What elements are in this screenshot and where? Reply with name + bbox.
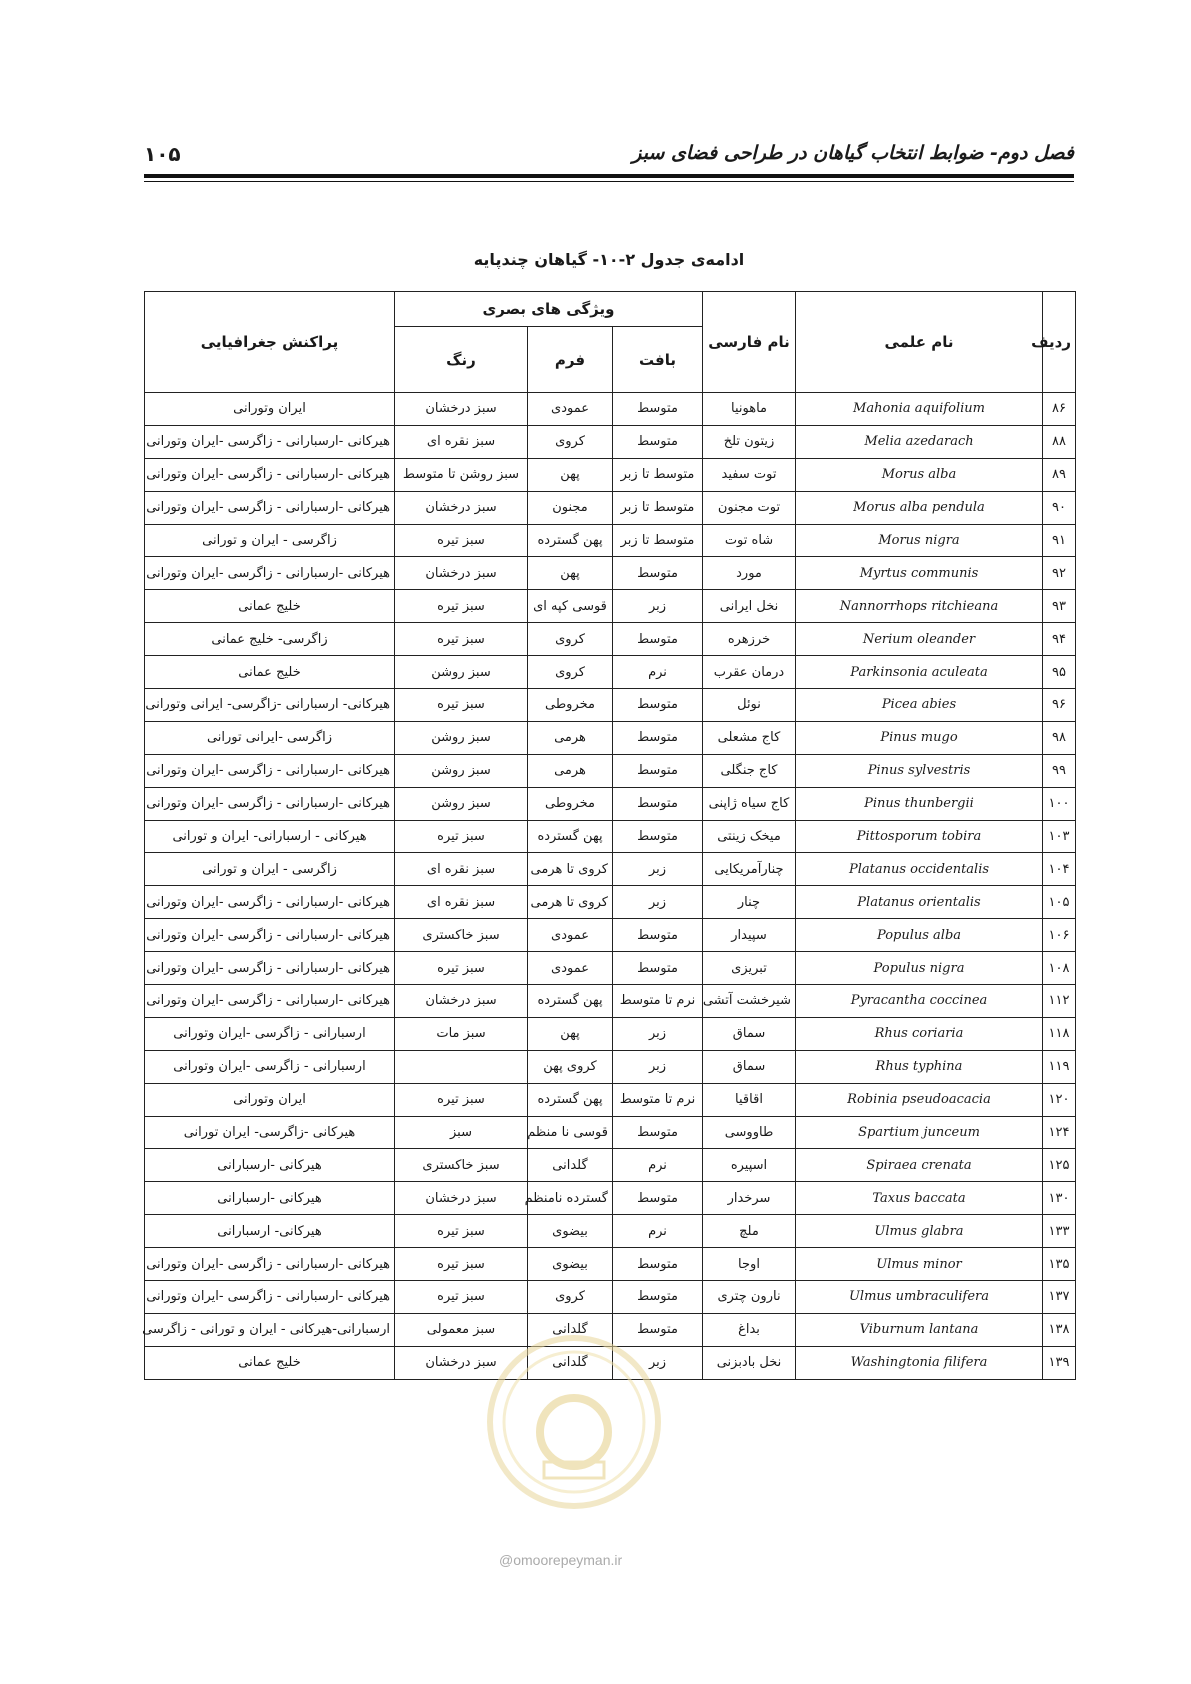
texture-cell: متوسط — [613, 393, 703, 426]
persian-name-cell: چنارآمریکایی — [703, 853, 796, 886]
distribution-cell: زاگرسی- خلیج عمانی — [145, 623, 395, 656]
scientific-name-cell: Spartium junceum — [796, 1116, 1043, 1149]
header-row-no: ردیف — [1043, 292, 1076, 393]
form-cell: کروی پهن — [528, 1050, 613, 1083]
color-cell: سبز روشن تا متوسط — [395, 458, 528, 491]
persian-name-cell: ملچ — [703, 1215, 796, 1248]
page-number: ۱۰۵ — [144, 142, 181, 166]
form-cell: مخروطی — [528, 689, 613, 722]
color-cell: سبز تیره — [395, 590, 528, 623]
form-cell: پهن گسترده — [528, 985, 613, 1018]
header-color: رنگ — [395, 327, 528, 393]
color-cell: سبز — [395, 1116, 528, 1149]
color-cell: سبز روشن — [395, 656, 528, 689]
texture-cell: نرم — [613, 1215, 703, 1248]
form-cell: کروی — [528, 623, 613, 656]
color-cell: سبز معمولی — [395, 1313, 528, 1346]
color-cell: سبز تیره — [395, 623, 528, 656]
table-row — [145, 557, 1076, 590]
row-number-cell: ۸۶ — [1043, 393, 1076, 426]
table-row — [145, 1116, 1076, 1149]
distribution-cell: ارسبارانی - زاگرسی -ایران وتورانی — [145, 1017, 395, 1050]
table-row — [145, 1248, 1076, 1281]
distribution-cell: هیرکانی -ارسبارانی - زاگرسی -ایران وتورانی — [145, 458, 395, 491]
persian-name-cell: نارون چتری — [703, 1281, 796, 1314]
scientific-name-cell: Robinia pseudoacacia — [796, 1083, 1043, 1116]
persian-name-cell: مورد — [703, 557, 796, 590]
texture-cell: متوسط — [613, 919, 703, 952]
distribution-cell: ایران وتورانی — [145, 393, 395, 426]
distribution-cell: هیرکانی -ارسبارانی - زاگرسی -ایران وتورانی — [145, 1248, 395, 1281]
texture-cell: متوسط — [613, 787, 703, 820]
distribution-cell: هیرکانی - ارسبارانی- ایران و تورانی — [145, 820, 395, 853]
distribution-cell: ارسبارانی-هیرکانی - ایران و تورانی - زاگرسی — [145, 1313, 395, 1346]
table-row — [145, 623, 1076, 656]
persian-name-cell: شیرخشت آتشی — [703, 985, 796, 1018]
persian-name-cell: طاووسی — [703, 1116, 796, 1149]
scientific-name-cell: Populus alba — [796, 919, 1043, 952]
distribution-cell: زاگرسی - ایران و تورانی — [145, 524, 395, 557]
color-cell: سبز درخشان — [395, 1346, 528, 1379]
texture-cell: متوسط — [613, 1248, 703, 1281]
distribution-cell: هیرکانی -ارسبارانی - زاگرسی -ایران وتورانی — [145, 491, 395, 524]
form-cell: عمودی — [528, 919, 613, 952]
texture-cell: متوسط — [613, 820, 703, 853]
color-cell: سبز نقره ای — [395, 853, 528, 886]
row-number-cell: ۱۰۴ — [1043, 853, 1076, 886]
row-number-cell: ۱۳۵ — [1043, 1248, 1076, 1281]
publisher-seal-watermark — [484, 1332, 664, 1512]
color-cell: سبز خاکستری — [395, 919, 528, 952]
distribution-cell: هیرکانی -ارسبارانی - زاگرسی -ایران وتورانی — [145, 425, 395, 458]
table-row — [145, 1017, 1076, 1050]
texture-cell: زبر — [613, 1346, 703, 1379]
row-number-cell: ۱۲۵ — [1043, 1149, 1076, 1182]
texture-cell: متوسط — [613, 1313, 703, 1346]
row-number-cell: ۹۲ — [1043, 557, 1076, 590]
persian-name-cell: اسپیره — [703, 1149, 796, 1182]
row-number-cell: ۹۳ — [1043, 590, 1076, 623]
color-cell: سبز روشن — [395, 787, 528, 820]
header-distribution: پراکنش جغرافیایی — [145, 292, 395, 393]
distribution-cell: هیرکانی- ارسبارانی — [145, 1215, 395, 1248]
row-number-cell: ۹۸ — [1043, 721, 1076, 754]
scientific-name-cell: Pinus mugo — [796, 721, 1043, 754]
table-row — [145, 787, 1076, 820]
row-number-cell: ۱۱۸ — [1043, 1017, 1076, 1050]
form-cell: قوسی نا منظم — [528, 1116, 613, 1149]
table-row — [145, 1149, 1076, 1182]
texture-cell: نرم تا متوسط — [613, 1083, 703, 1116]
form-cell: بیضوی — [528, 1248, 613, 1281]
table-row — [145, 919, 1076, 952]
form-cell: کروی — [528, 656, 613, 689]
form-cell: گلدانی — [528, 1149, 613, 1182]
row-number-cell: ۹۴ — [1043, 623, 1076, 656]
texture-cell: زبر — [613, 590, 703, 623]
table-row — [145, 524, 1076, 557]
scientific-name-cell: Rhus coriaria — [796, 1017, 1043, 1050]
distribution-cell: زاگرسی - ایران و تورانی — [145, 853, 395, 886]
website-watermark: @omoorepeyman.ir — [499, 1552, 623, 1568]
header-form: فرم — [528, 327, 613, 393]
color-cell: سبز مات — [395, 1017, 528, 1050]
color-cell: سبز درخشان — [395, 1182, 528, 1215]
form-cell: قوسی کپه ای — [528, 590, 613, 623]
header-texture: بافت — [613, 327, 703, 393]
header-visual-features: ویژگی های بصری — [395, 292, 703, 327]
header-rule-thin — [144, 181, 1074, 182]
texture-cell: متوسط — [613, 1182, 703, 1215]
texture-cell: متوسط — [613, 754, 703, 787]
table-row — [145, 689, 1076, 722]
texture-cell: متوسط تا زبر — [613, 491, 703, 524]
texture-cell: زبر — [613, 1050, 703, 1083]
scientific-name-cell: Myrtus communis — [796, 557, 1043, 590]
scientific-name-cell: Nannorrhops ritchieana — [796, 590, 1043, 623]
color-cell: سبز تیره — [395, 1215, 528, 1248]
table-row — [145, 985, 1076, 1018]
color-cell: سبز تیره — [395, 524, 528, 557]
table-row — [145, 1215, 1076, 1248]
row-number-cell: ۱۰۳ — [1043, 820, 1076, 853]
table-row — [145, 491, 1076, 524]
row-number-cell: ۹۰ — [1043, 491, 1076, 524]
row-number-cell: ۱۳۸ — [1043, 1313, 1076, 1346]
distribution-cell: خلیج عمانی — [145, 590, 395, 623]
distribution-cell: هیرکانی -ارسبارانی - زاگرسی -ایران وتورانی — [145, 952, 395, 985]
table-row — [145, 820, 1076, 853]
row-number-cell: ۱۰۵ — [1043, 886, 1076, 919]
scientific-name-cell: Parkinsonia aculeata — [796, 656, 1043, 689]
row-number-cell: ۹۵ — [1043, 656, 1076, 689]
scientific-name-cell: Ulmus minor — [796, 1248, 1043, 1281]
scientific-name-cell: Melia azedarach — [796, 425, 1043, 458]
row-number-cell: ۸۹ — [1043, 458, 1076, 491]
row-number-cell: ۱۱۹ — [1043, 1050, 1076, 1083]
scientific-name-cell: Ulmus glabra — [796, 1215, 1043, 1248]
scientific-name-cell: Nerium oleander — [796, 623, 1043, 656]
color-cell: سبز خاکستری — [395, 1149, 528, 1182]
texture-cell: متوسط — [613, 952, 703, 985]
row-number-cell: ۱۰۰ — [1043, 787, 1076, 820]
persian-name-cell: سماق — [703, 1017, 796, 1050]
persian-name-cell: سرخدار — [703, 1182, 796, 1215]
table-row — [145, 853, 1076, 886]
distribution-cell: ایران وتورانی — [145, 1083, 395, 1116]
row-number-cell: ۱۰۸ — [1043, 952, 1076, 985]
at-icon: @ — [499, 1552, 514, 1568]
form-cell: پهن گسترده — [528, 524, 613, 557]
persian-name-cell: میخک زینتی — [703, 820, 796, 853]
chapter-title: فصل دوم- ضوابط انتخاب گیاهان در طراحی فضای سبز — [632, 142, 1074, 164]
persian-name-cell: اوجا — [703, 1248, 796, 1281]
plants-table — [144, 291, 1076, 1380]
persian-name-cell: کاج جنگلی — [703, 754, 796, 787]
persian-name-cell: کاج سیاه ژاپنی — [703, 787, 796, 820]
persian-name-cell: نوئل — [703, 689, 796, 722]
scientific-name-cell: Populus nigra — [796, 952, 1043, 985]
persian-name-cell: چنار — [703, 886, 796, 919]
form-cell: کروی — [528, 425, 613, 458]
color-cell: سبز تیره — [395, 689, 528, 722]
row-number-cell: ۹۶ — [1043, 689, 1076, 722]
table-row — [145, 1050, 1076, 1083]
scientific-name-cell: Mahonia aquifolium — [796, 393, 1043, 426]
texture-cell: متوسط — [613, 1116, 703, 1149]
form-cell: پهن — [528, 1017, 613, 1050]
persian-name-cell: بداغ — [703, 1313, 796, 1346]
form-cell: پهن گسترده — [528, 820, 613, 853]
form-cell: کروی تا هرمی — [528, 886, 613, 919]
scientific-name-cell: Taxus baccata — [796, 1182, 1043, 1215]
color-cell: سبز تیره — [395, 820, 528, 853]
row-number-cell: ۱۳۷ — [1043, 1281, 1076, 1314]
persian-name-cell: نخل بادبزنی — [703, 1346, 796, 1379]
scientific-name-cell: Platanus orientalis — [796, 886, 1043, 919]
distribution-cell: هیرکانی -ارسبارانی — [145, 1182, 395, 1215]
row-number-cell: ۱۰۶ — [1043, 919, 1076, 952]
persian-name-cell: اقاقیا — [703, 1083, 796, 1116]
texture-cell: نرم — [613, 656, 703, 689]
color-cell — [395, 1050, 528, 1083]
texture-cell: متوسط — [613, 689, 703, 722]
texture-cell: زبر — [613, 853, 703, 886]
row-number-cell: ۱۳۰ — [1043, 1182, 1076, 1215]
form-cell: مجنون — [528, 491, 613, 524]
color-cell: سبز درخشان — [395, 557, 528, 590]
texture-cell: نرم — [613, 1149, 703, 1182]
table-body — [142, 393, 1076, 1380]
header-rule-thick — [144, 174, 1074, 178]
texture-cell: متوسط — [613, 557, 703, 590]
texture-cell: متوسط تا زبر — [613, 458, 703, 491]
table-caption: ادامه‌ی جدول ۲-۱۰- گیاهان چندپایه — [473, 250, 745, 269]
form-cell: پهن — [528, 557, 613, 590]
scientific-name-cell: Ulmus umbraculifera — [796, 1281, 1043, 1314]
row-number-cell: ۹۹ — [1043, 754, 1076, 787]
row-number-cell: ۱۱۲ — [1043, 985, 1076, 1018]
form-cell: کروی — [528, 1281, 613, 1314]
distribution-cell: هیرکانی -ارسبارانی - زاگرسی -ایران وتورانی — [145, 754, 395, 787]
distribution-cell: ارسبارانی - زاگرسی -ایران وتورانی — [145, 1050, 395, 1083]
texture-cell: متوسط — [613, 1281, 703, 1314]
distribution-cell: هیرکانی -ارسبارانی - زاگرسی -ایران وتورانی — [145, 886, 395, 919]
distribution-cell: هیرکانی -زاگرسی- ایران تورانی — [145, 1116, 395, 1149]
table-row — [145, 1281, 1076, 1314]
distribution-cell: هیرکانی- ارسبارانی -زاگرسی- ایرانی وتورانی — [145, 689, 395, 722]
scientific-name-cell: Morus nigra — [796, 524, 1043, 557]
persian-name-cell: توت مجنون — [703, 491, 796, 524]
color-cell: سبز تیره — [395, 1248, 528, 1281]
form-cell: گلدانی — [528, 1346, 613, 1379]
header-persian-name: نام فارسی — [703, 292, 796, 393]
persian-name-cell: سپیدار — [703, 919, 796, 952]
color-cell: سبز درخشان — [395, 393, 528, 426]
texture-cell: نرم تا متوسط — [613, 985, 703, 1018]
row-number-cell: ۱۳۹ — [1043, 1346, 1076, 1379]
persian-name-cell: شاه توت — [703, 524, 796, 557]
color-cell: سبز درخشان — [395, 491, 528, 524]
texture-cell: متوسط — [613, 623, 703, 656]
form-cell: عمودی — [528, 952, 613, 985]
form-cell: مخروطی — [528, 787, 613, 820]
texture-cell: متوسط تا زبر — [613, 524, 703, 557]
distribution-cell: هیرکانی -ارسبارانی - زاگرسی -ایران وتورانی — [145, 787, 395, 820]
table-row — [145, 1182, 1076, 1215]
table-row — [145, 590, 1076, 623]
table-row — [145, 458, 1076, 491]
table-row — [145, 754, 1076, 787]
texture-cell: متوسط — [613, 721, 703, 754]
persian-name-cell: تبریزی — [703, 952, 796, 985]
row-number-cell: ۹۱ — [1043, 524, 1076, 557]
distribution-cell: زاگرسی -ایرانی تورانی — [145, 721, 395, 754]
scientific-name-cell: Washingtonia filifera — [796, 1346, 1043, 1379]
table-row — [145, 656, 1076, 689]
persian-name-cell: درمان عقرب — [703, 656, 796, 689]
table-row — [145, 721, 1076, 754]
form-cell: عمودی — [528, 393, 613, 426]
persian-name-cell: توت سفید — [703, 458, 796, 491]
color-cell: سبز نقره ای — [395, 425, 528, 458]
persian-name-cell: نخل ایرانی — [703, 590, 796, 623]
persian-name-cell: کاج مشعلی — [703, 721, 796, 754]
scientific-name-cell: Pyracantha coccinea — [796, 985, 1043, 1018]
form-cell: هرمی — [528, 754, 613, 787]
scientific-name-cell: Spiraea crenata — [796, 1149, 1043, 1182]
distribution-cell: هیرکانی -ارسبارانی - زاگرسی -ایران وتورانی — [145, 919, 395, 952]
persian-name-cell: زیتون تلخ — [703, 425, 796, 458]
color-cell: سبز روشن — [395, 721, 528, 754]
distribution-cell: خلیج عمانی — [145, 656, 395, 689]
texture-cell: زبر — [613, 1017, 703, 1050]
texture-cell: متوسط — [613, 425, 703, 458]
persian-name-cell: سماق — [703, 1050, 796, 1083]
color-cell: سبز تیره — [395, 952, 528, 985]
color-cell: سبز تیره — [395, 1083, 528, 1116]
distribution-cell: هیرکانی -ارسبارانی - زاگرسی -ایران وتورانی — [145, 1281, 395, 1314]
form-cell: پهن گسترده — [528, 1083, 613, 1116]
row-number-cell: ۱۲۴ — [1043, 1116, 1076, 1149]
scientific-name-cell: Morus alba pendula — [796, 491, 1043, 524]
scientific-name-cell: Pittosporum tobira — [796, 820, 1043, 853]
color-cell: سبز تیره — [395, 1281, 528, 1314]
row-number-cell: ۸۸ — [1043, 425, 1076, 458]
form-cell: بیضوی — [528, 1215, 613, 1248]
distribution-cell: هیرکانی -ارسبارانی - زاگرسی -ایران وتورانی — [145, 985, 395, 1018]
table-row — [145, 425, 1076, 458]
color-cell: سبز روشن — [395, 754, 528, 787]
persian-name-cell: خرزهره — [703, 623, 796, 656]
form-cell: گسترده نامنظم — [528, 1182, 613, 1215]
scientific-name-cell: Morus alba — [796, 458, 1043, 491]
distribution-cell: هیرکانی -ارسبارانی - زاگرسی -ایران وتورانی — [145, 557, 395, 590]
header-scientific-name: نام علمی — [796, 292, 1043, 393]
form-cell: کروی تا هرمی — [528, 853, 613, 886]
scientific-name-cell: Platanus occidentalis — [796, 853, 1043, 886]
scientific-name-cell: Picea abies — [796, 689, 1043, 722]
page-header — [144, 142, 1074, 172]
scientific-name-cell: Rhus typhina — [796, 1050, 1043, 1083]
distribution-cell: هیرکانی -ارسبارانی — [145, 1149, 395, 1182]
table-row — [145, 886, 1076, 919]
persian-name-cell: ماهونیا — [703, 393, 796, 426]
row-number-cell: ۱۲۰ — [1043, 1083, 1076, 1116]
form-cell: پهن — [528, 458, 613, 491]
distribution-cell: خلیج عمانی — [145, 1346, 395, 1379]
form-cell: گلدانی — [528, 1313, 613, 1346]
table-row — [145, 393, 1076, 426]
row-number-cell: ۱۳۳ — [1043, 1215, 1076, 1248]
form-cell: هرمی — [528, 721, 613, 754]
table-row — [145, 1083, 1076, 1116]
scientific-name-cell: Pinus sylvestris — [796, 754, 1043, 787]
scientific-name-cell: Pinus thunbergii — [796, 787, 1043, 820]
color-cell: سبز نقره ای — [395, 886, 528, 919]
table-row — [145, 952, 1076, 985]
color-cell: سبز درخشان — [395, 985, 528, 1018]
scientific-name-cell: Viburnum lantana — [796, 1313, 1043, 1346]
texture-cell: زبر — [613, 886, 703, 919]
